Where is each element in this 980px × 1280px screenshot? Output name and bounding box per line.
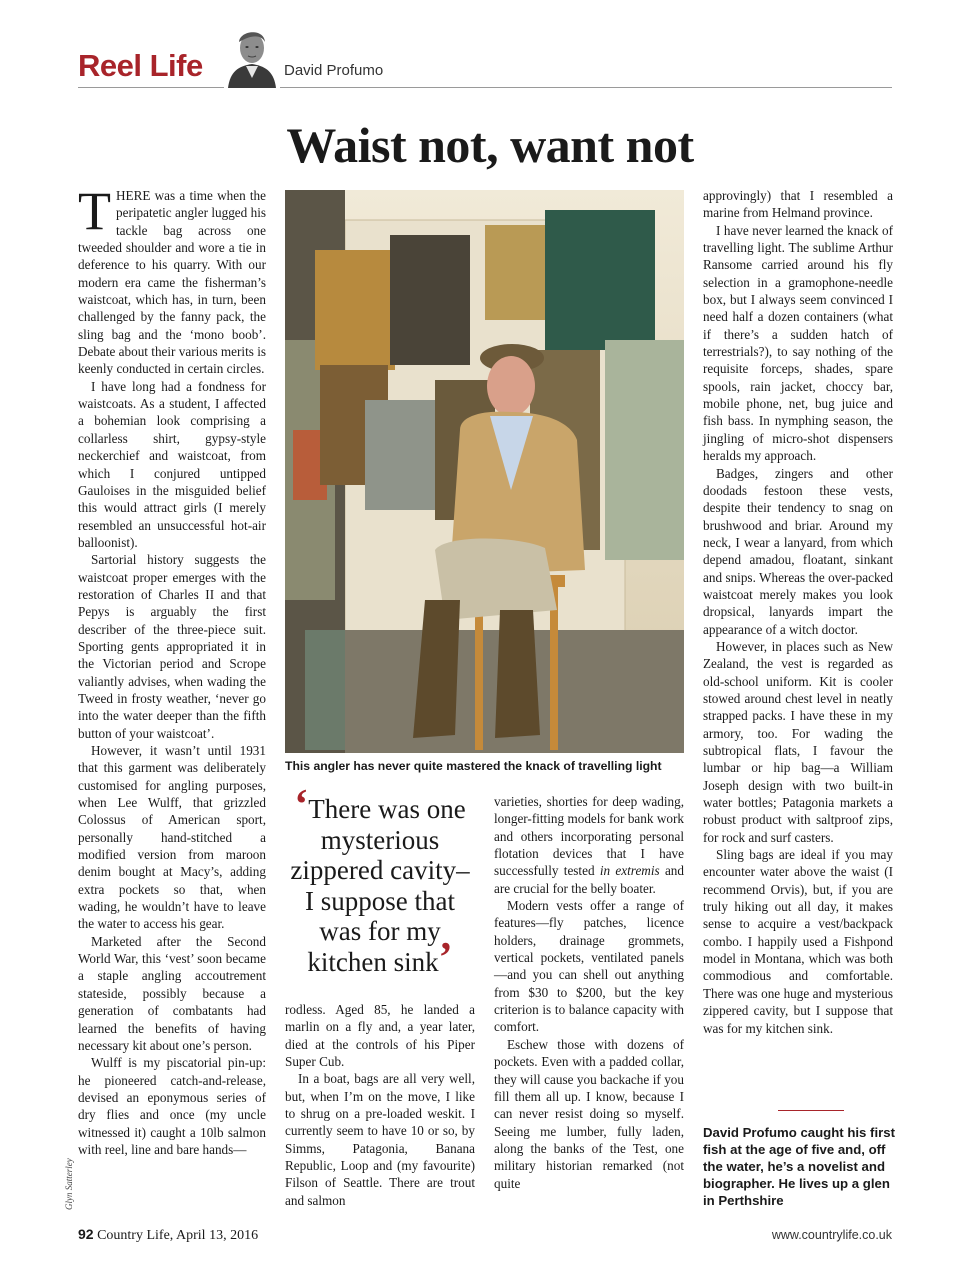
article-photo [285,190,684,753]
page-number: 92 [78,1226,94,1242]
pull-quote [285,782,475,981]
photo-caption: This angler has never quite mastered the knack of travelling light [285,759,662,773]
author-byline: David Profumo [284,62,384,79]
open-quote-mark: ‘ [294,782,309,828]
photo-credit: Glyn Satterley [64,1158,74,1210]
article-column-3 [494,793,684,1192]
article-paragraph: rodless. Aged 85, he landed a marlin on a fly and, a year later, died at the controls of his Piper Super Cub. [285,1002,475,1070]
folio [78,1226,258,1244]
article-paragraph: varieties, shorties for deep wading, longer-fitting models for bank work and others incorporating personal flotation devices that I have successfully tested in extremis and are crucial for the belly boater. [494,794,684,896]
author-portrait [224,20,280,88]
website-url[interactable]: www.countrylife.co.uk [771,1228,892,1242]
article-paragraph: Wulff is my piscatorial pin-up: he pioneered catch-and-release, devised an eponymous series of dry flies and once (my uncle witnessed it) caught a 10lb salmon with reel, line and bare hands— [78,1055,266,1157]
column-header [78,18,892,88]
article-paragraph: Badges, zingers and other doodads festoon these vests, despite their tendency to snag on brushwood and briar. Around my neck, I wear a lanyard, from which depend amadou, floatant, sinkant and snips. Whereas the over-packed waistcoat merely makes you look dropsical, lanyards impart the appearance of a witch doctor. [703,465,893,637]
article-paragraph: However, in places such as New Zealand, the vest is regarded as old-school uniform. Kit is cooler stowed around chest level in neatly strapped packs. I have these in my armory, too. For wading the subtropical flats, I favour the lumbar or hip bag—a William Joseph design with two built-in water bottles; Patagonia markets a robust product with saltproof zips, for rock and surf casters. [703,638,893,845]
article-paragraph: I have long had a fondness for waistcoats. As a student, I affected a bohemian look comprising a collarless shirt, gypsy-style neckerchief and waistcoat, from which I conjured untipped Gauloises in the misguided belief this would attract girls (I merely resembled an unsuccessful hot-air balloonist). [78,378,266,550]
article-paragraph: Eschew those with dozens of pockets. Even with a padded collar, they will cause you backache if you fill them all up. I know, because I can never resist doing so myself. Seeing me lumber, fully laden, along the banks of the Test, one military historian remarked (not quite [494,1036,684,1191]
article-column-4 [703,187,893,1037]
article-column-2 [285,1001,475,1209]
end-of-article-rule [778,1110,844,1111]
article-paragraph: Sling bags are ideal if you may encounter water above the waist (I recommend Orvis), but, if you are truly hiking out all day, it makes sense to acquire a vest/backpack combo. I happily used a Fishpond model in Montana, which was both commodious and comfortable. There was one huge and mysterious zippered cavity, but I suppose that was for my kitchen sink. [703,847,893,1036]
article-column-1 [78,181,266,1158]
publication-date: Country Life, April 13, 2016 [97,1228,259,1243]
article-paragraph: However, it wasn’t until 1931 that this garment was deliberately customised for angling purposes, when Lee Wulff, that grizzled Colossus of American sport, personally hand-stitched a modified version from maroon denim bought at Macy’s, adding extra pockets so that, when wading, he wouldn’t have to leave the water to access his gear. [78,743,266,932]
article-paragraph: approvingly) that I resembled a marine from Helmand province. [703,188,893,221]
headline: Waist not, want not [286,117,694,173]
article-paragraph: Modern vests offer a range of features—fly patches, licence holders, drainage grommets, vertical pockets, ventilated panels—and you can shell out anything from $30 to $200, but the key criterion is to balance capacity with comfort. [494,898,684,1035]
article-paragraph: THERE was a time when the peripatetic angler lugged his tackle bag across one tweeded shoulder and wore a tie in deference to his quarry. With our modern era came the fisherman’s waistcoat, which has, in turn, been challenged by the fanny pack, the sling bag and the ‘mono boob’. Debate about their various merits is keenly conducted in certain circles. [78,181,266,377]
article-paragraph: Marketed after the Second World War, this ‘vest’ soon became a staple angling accoutrement stateside, possibly because a generation of combatants had learned the benefits of having necessary kit about one’s person. [78,933,266,1053]
article-paragraph: In a boat, bags are all very well, but, when I’m on the move, I like to shrug on a pre-loaded weskit. I currently seem to have 10 or so, by Simms, Patagonia, Banana Republic, Loop and (my favourite) Filson of Seattle. There are trout and salmon [285,1071,475,1208]
section-title: Reel Life [78,48,203,83]
author-bio: David Profumo caught his first fish at the age of five and, off the water, he’s a novelist and biographer. He lives up a glen in Perthshire [703,1125,895,1208]
close-quote-mark: ’ [438,934,453,981]
article-paragraph: Sartorial history suggests the waistcoat proper emerges with the restoration of Charles II and that Pepys is arguably the first describer of the three-piece suit. Sporting gents appropriated it in the Victorian period and Scrope valiantly advises, when wading the Tweed in frosty weather, ‘never go into the water deeper than the fifth button of your waistcoat’. [78,552,266,741]
drop-cap: T [78,181,111,241]
pull-quote-text: There was one mysterious zippered cavity– I suppose that was for my kitchen sink [290,794,470,977]
article-paragraph: I have never learned the knack of travelling light. The sublime Arthur Ransome carried around his fly selection in a gramophone-needle box, but I always seem convinced I need half a dozen containers (what if there’s a sudden hatch of terrestrials?), to say nothing of the requisite forceps, shades, spare spools, rain jacket, choccy bar, mobile phone, net, bug juice and fish bass. In nymphing season, the jingling of micro-shot dispensers heralds my approach. [703,222,893,464]
